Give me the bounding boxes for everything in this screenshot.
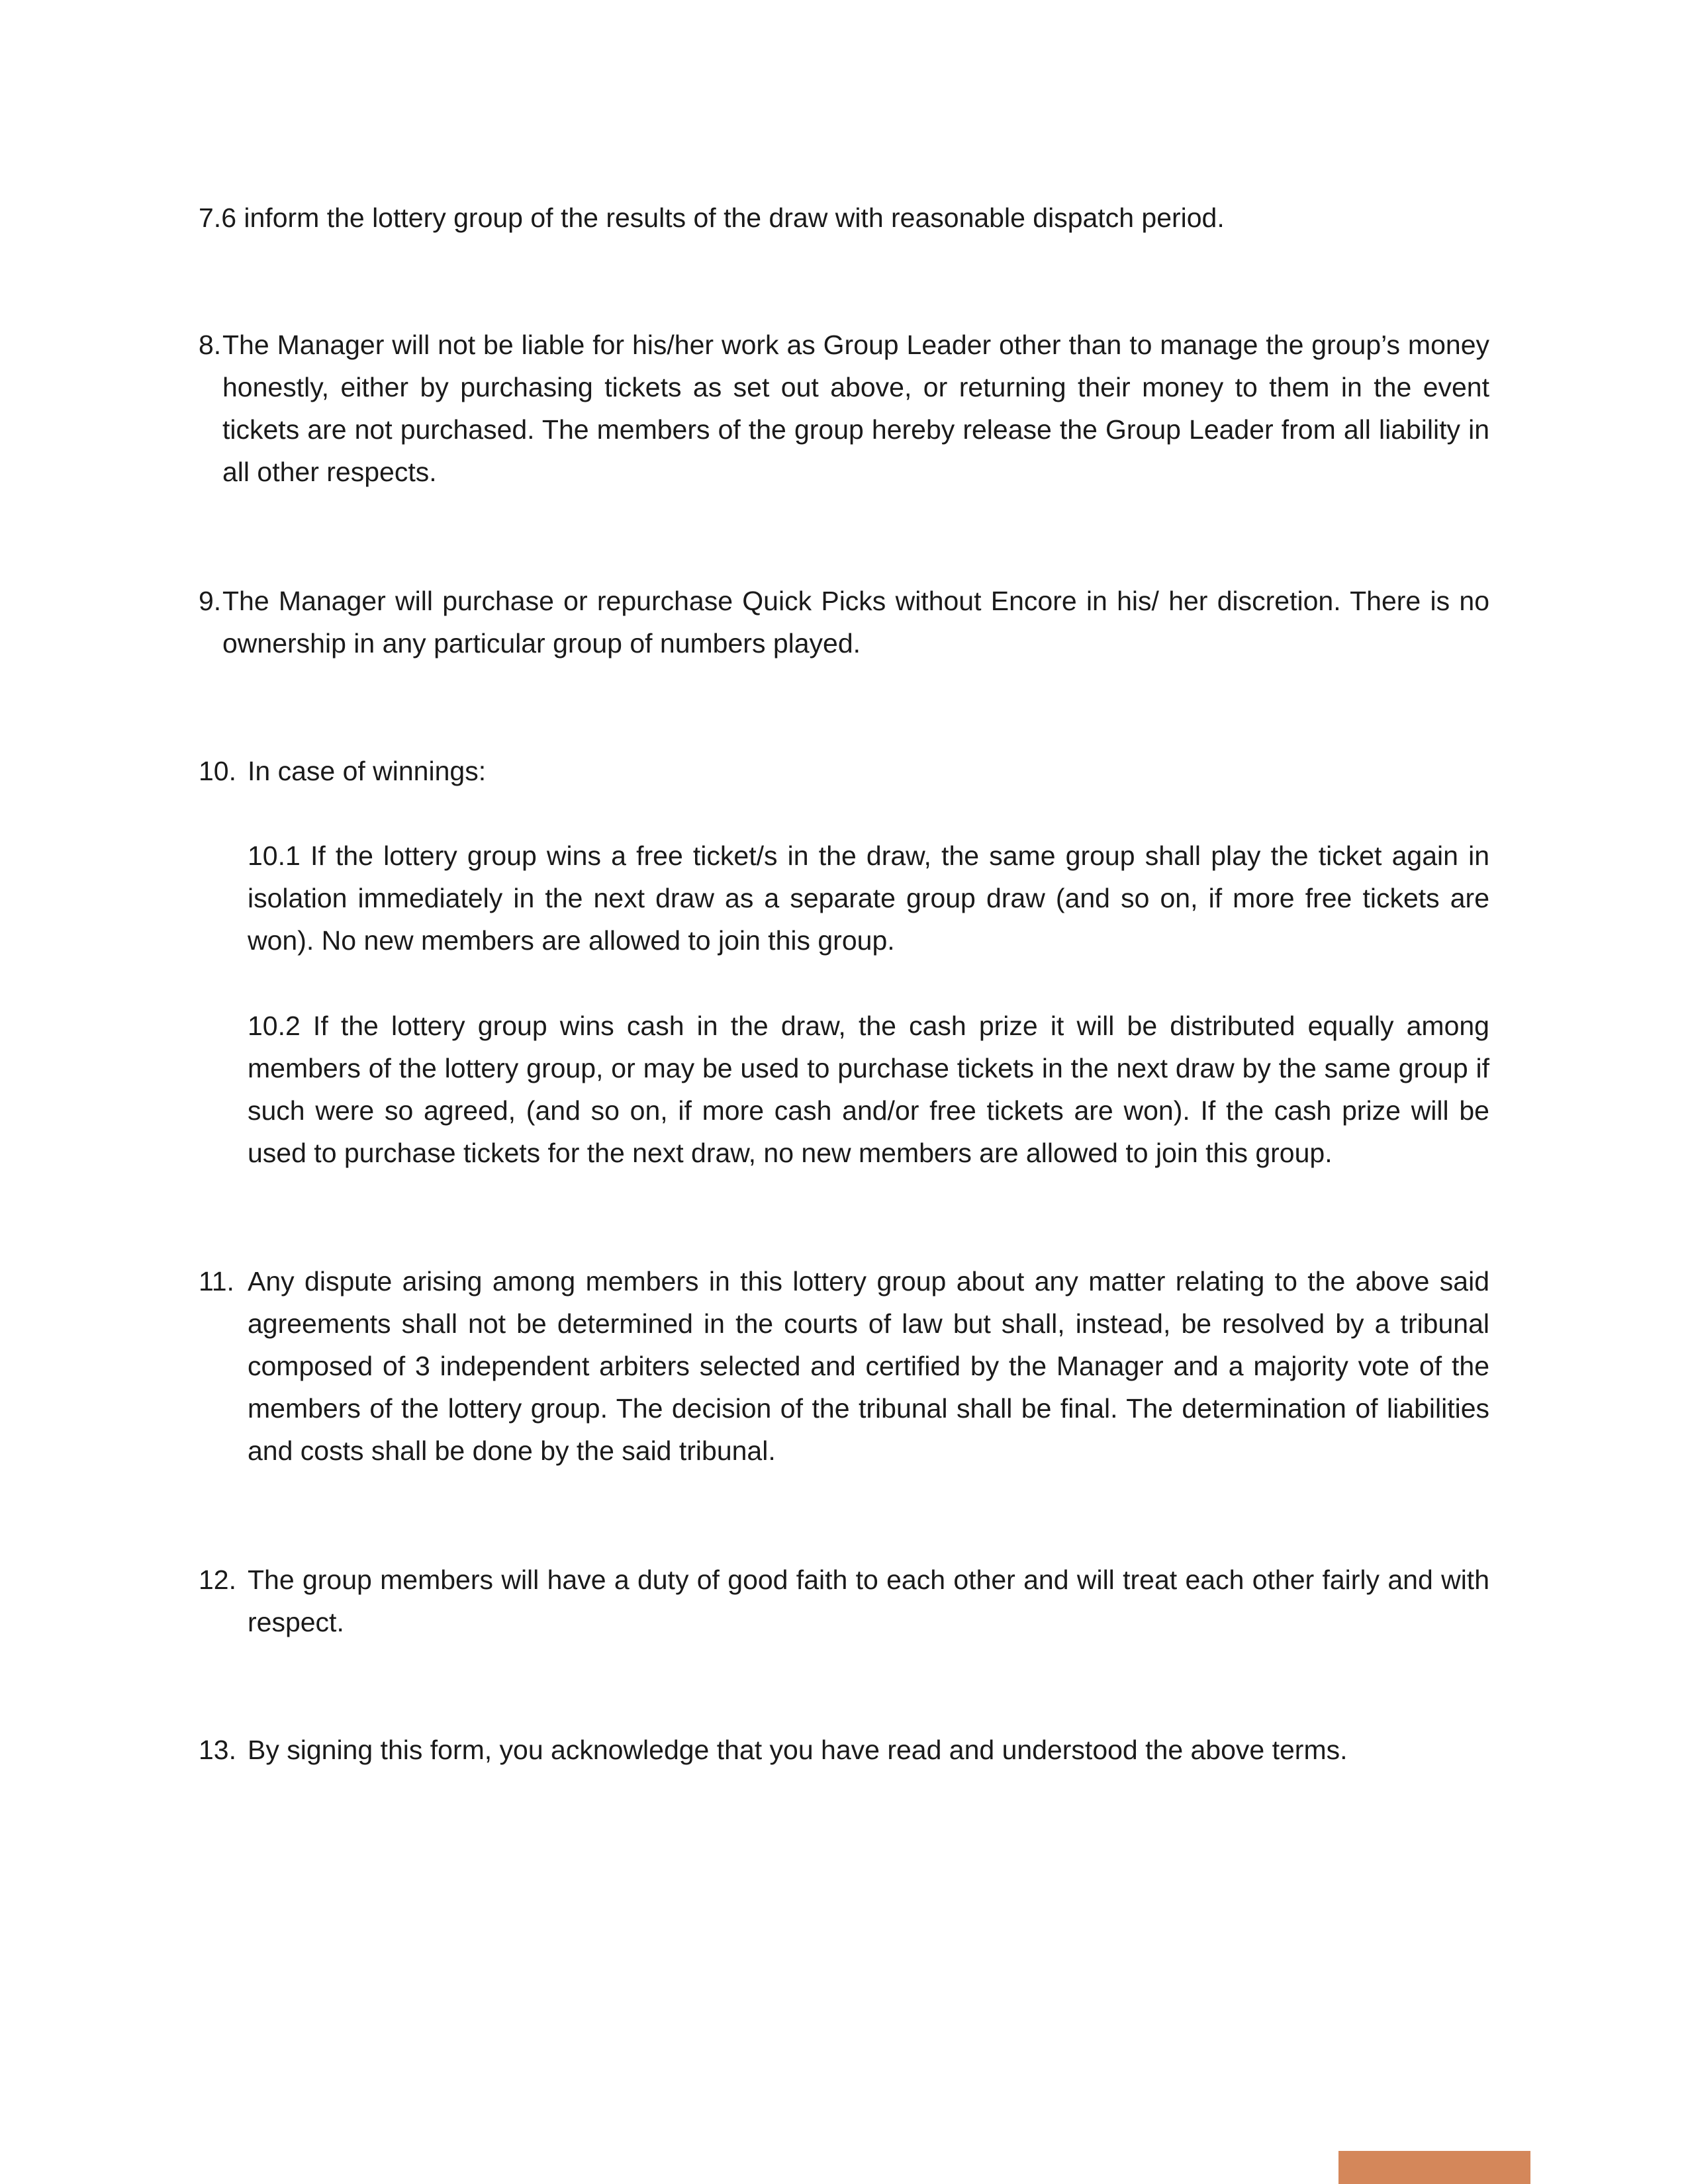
clause-10-number: 10. — [199, 756, 236, 786]
clause-10-1: 10.1 If the lottery group wins a free ticket/s in the draw, the same group shall play the ticket again in isolation immediately in the next draw as a separate group draw (and so on, if more free tickets are won). No new members are allowed to join this group. — [248, 841, 1489, 956]
clause-13-number: 13. — [199, 1735, 236, 1765]
clause-10-text: In case of winnings: — [248, 756, 487, 786]
clause-12-text: The group members will have a duty of good faith to each other and will treat each other fairly and with respect. — [248, 1565, 1489, 1637]
clause-8-text: The Manager will not be liable for his/her work as Group Leader other than to manage the group’s money honestly, either by purchasing tickets as set out above, or returning their money to them in the event tickets are not purchased. The members of the group hereby release the Group Leader from all liability in all other respects. — [222, 330, 1489, 487]
clause-11-number: 11. — [199, 1266, 234, 1297]
clause-11-text: Any dispute arising among members in this lottery group about any matter relating to the above said agreements shall not be determined in the courts of law but shall, instead, be resolved by a tribunal composed of 3 independent arbiters selected and certified by the Manager and a majority vote of the members of the lottery group. The decision of the tribunal shall be final. The determination of liabilities and costs shall be done by the said tribunal. — [248, 1266, 1489, 1466]
clause-12-number: 12. — [199, 1565, 236, 1595]
clause-9-number: 9. — [199, 586, 222, 616]
clause-8-number: 8. — [199, 330, 222, 360]
clause-9-text: The Manager will purchase or repurchase Quick Picks without Encore in his/ her discretion. There is no ownership in any particular group of numbers played. — [222, 586, 1489, 659]
clause-10-2: 10.2 If the lottery group wins cash in the draw, the cash prize it will be distributed equally among members of the lottery group, or may be used to purchase tickets in the next draw by the same group if such were so agreed, (and so on, if more cash and/or free tickets are won). If the cash prize will be used to purchase tickets for the next draw, no new members are allowed to join this group. — [248, 1011, 1489, 1168]
clause-13-text: By signing this form, you acknowledge that you have read and understood the above terms. — [248, 1735, 1348, 1765]
page-footer-tab — [1338, 2151, 1530, 2184]
clause-7-6: 7.6 inform the lottery group of the results of the draw with reasonable dispatch period. — [199, 203, 1225, 233]
